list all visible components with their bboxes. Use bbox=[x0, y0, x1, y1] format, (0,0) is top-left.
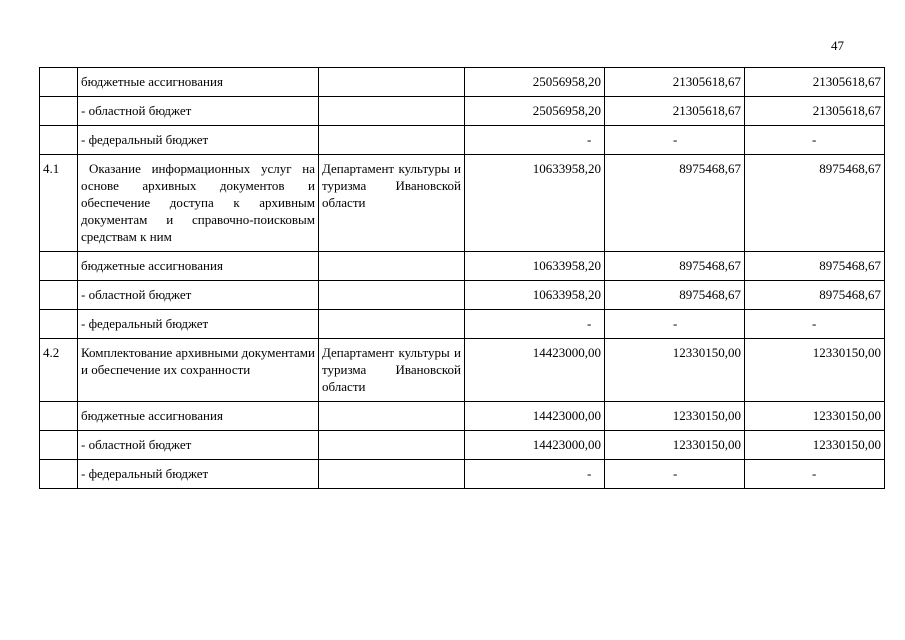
value-year-2: - bbox=[605, 460, 745, 489]
row-executor bbox=[319, 252, 465, 281]
table-row bbox=[40, 402, 885, 431]
value-year-1: 14423000,00 bbox=[465, 339, 605, 402]
row-executor bbox=[319, 281, 465, 310]
row-number bbox=[40, 252, 78, 281]
value-year-1: 10633958,20 bbox=[465, 252, 605, 281]
value-year-1: 10633958,20 bbox=[465, 281, 605, 310]
row-executor bbox=[319, 126, 465, 155]
value-year-1: - bbox=[465, 126, 605, 155]
value-year-1: 10633958,20 bbox=[465, 155, 605, 252]
value-year-3: 8975468,67 bbox=[745, 252, 885, 281]
row-name: - федеральный бюджет bbox=[78, 126, 319, 155]
value-year-2: - bbox=[605, 310, 745, 339]
row-executor bbox=[319, 402, 465, 431]
row-number: 4.1 bbox=[40, 155, 78, 252]
row-number bbox=[40, 68, 78, 97]
value-year-1: 25056958,20 bbox=[465, 68, 605, 97]
value-year-2: 21305618,67 bbox=[605, 97, 745, 126]
table-row bbox=[40, 310, 885, 339]
row-name: - областной бюджет bbox=[78, 281, 319, 310]
value-year-3: 21305618,67 bbox=[745, 97, 885, 126]
table-row bbox=[40, 155, 885, 252]
value-year-3: - bbox=[745, 126, 885, 155]
value-year-3: 8975468,67 bbox=[745, 281, 885, 310]
table-row bbox=[40, 281, 885, 310]
value-year-1: 14423000,00 bbox=[465, 402, 605, 431]
row-name: бюджетные ассигнования bbox=[78, 402, 319, 431]
value-year-2: 8975468,67 bbox=[605, 281, 745, 310]
row-number: 4.2 bbox=[40, 339, 78, 402]
budget-table bbox=[39, 67, 885, 489]
value-year-1: 25056958,20 bbox=[465, 97, 605, 126]
value-year-2: 12330150,00 bbox=[605, 431, 745, 460]
value-year-2: 8975468,67 bbox=[605, 155, 745, 252]
table-row bbox=[40, 252, 885, 281]
value-year-2: 21305618,67 bbox=[605, 68, 745, 97]
value-year-2: - bbox=[605, 126, 745, 155]
row-executor bbox=[319, 97, 465, 126]
row-number bbox=[40, 126, 78, 155]
row-name: - областной бюджет bbox=[78, 97, 319, 126]
row-executor: Департамент культуры и туризма Ивановской области bbox=[319, 339, 465, 402]
value-year-1: - bbox=[465, 310, 605, 339]
value-year-2: 12330150,00 bbox=[605, 339, 745, 402]
value-year-3: - bbox=[745, 460, 885, 489]
table-row bbox=[40, 460, 885, 489]
value-year-2: 8975468,67 bbox=[605, 252, 745, 281]
row-number bbox=[40, 97, 78, 126]
table-row bbox=[40, 68, 885, 97]
row-executor bbox=[319, 68, 465, 97]
row-name: - областной бюджет bbox=[78, 431, 319, 460]
value-year-3: 8975468,67 bbox=[745, 155, 885, 252]
row-number bbox=[40, 402, 78, 431]
row-name: бюджетные ассигнования bbox=[78, 68, 319, 97]
row-number bbox=[40, 431, 78, 460]
row-number bbox=[40, 310, 78, 339]
row-name: - федеральный бюджет bbox=[78, 310, 319, 339]
value-year-2: 12330150,00 bbox=[605, 402, 745, 431]
table-row bbox=[40, 97, 885, 126]
value-year-3: 12330150,00 bbox=[745, 339, 885, 402]
value-year-3: 12330150,00 bbox=[745, 431, 885, 460]
value-year-3: - bbox=[745, 310, 885, 339]
row-executor bbox=[319, 431, 465, 460]
row-number bbox=[40, 460, 78, 489]
row-name: - федеральный бюджет bbox=[78, 460, 319, 489]
row-name: Комплектование архивными документами и обеспечение их сохранности bbox=[78, 339, 319, 402]
page-number: 47 bbox=[831, 38, 844, 53]
row-number bbox=[40, 281, 78, 310]
table-row bbox=[40, 431, 885, 460]
value-year-3: 21305618,67 bbox=[745, 68, 885, 97]
row-name: бюджетные ассигнования bbox=[78, 252, 319, 281]
row-executor bbox=[319, 310, 465, 339]
value-year-1: 14423000,00 bbox=[465, 431, 605, 460]
row-name: Оказание информационных услуг на основе архивных документов и обеспечение доступа к архивным документам и справочно-поисковым средствам к ним bbox=[78, 155, 319, 252]
value-year-3: 12330150,00 bbox=[745, 402, 885, 431]
table-row bbox=[40, 126, 885, 155]
row-executor bbox=[319, 460, 465, 489]
table-row bbox=[40, 339, 885, 402]
row-executor: Департамент культуры и туризма Ивановской области bbox=[319, 155, 465, 252]
value-year-1: - bbox=[465, 460, 605, 489]
